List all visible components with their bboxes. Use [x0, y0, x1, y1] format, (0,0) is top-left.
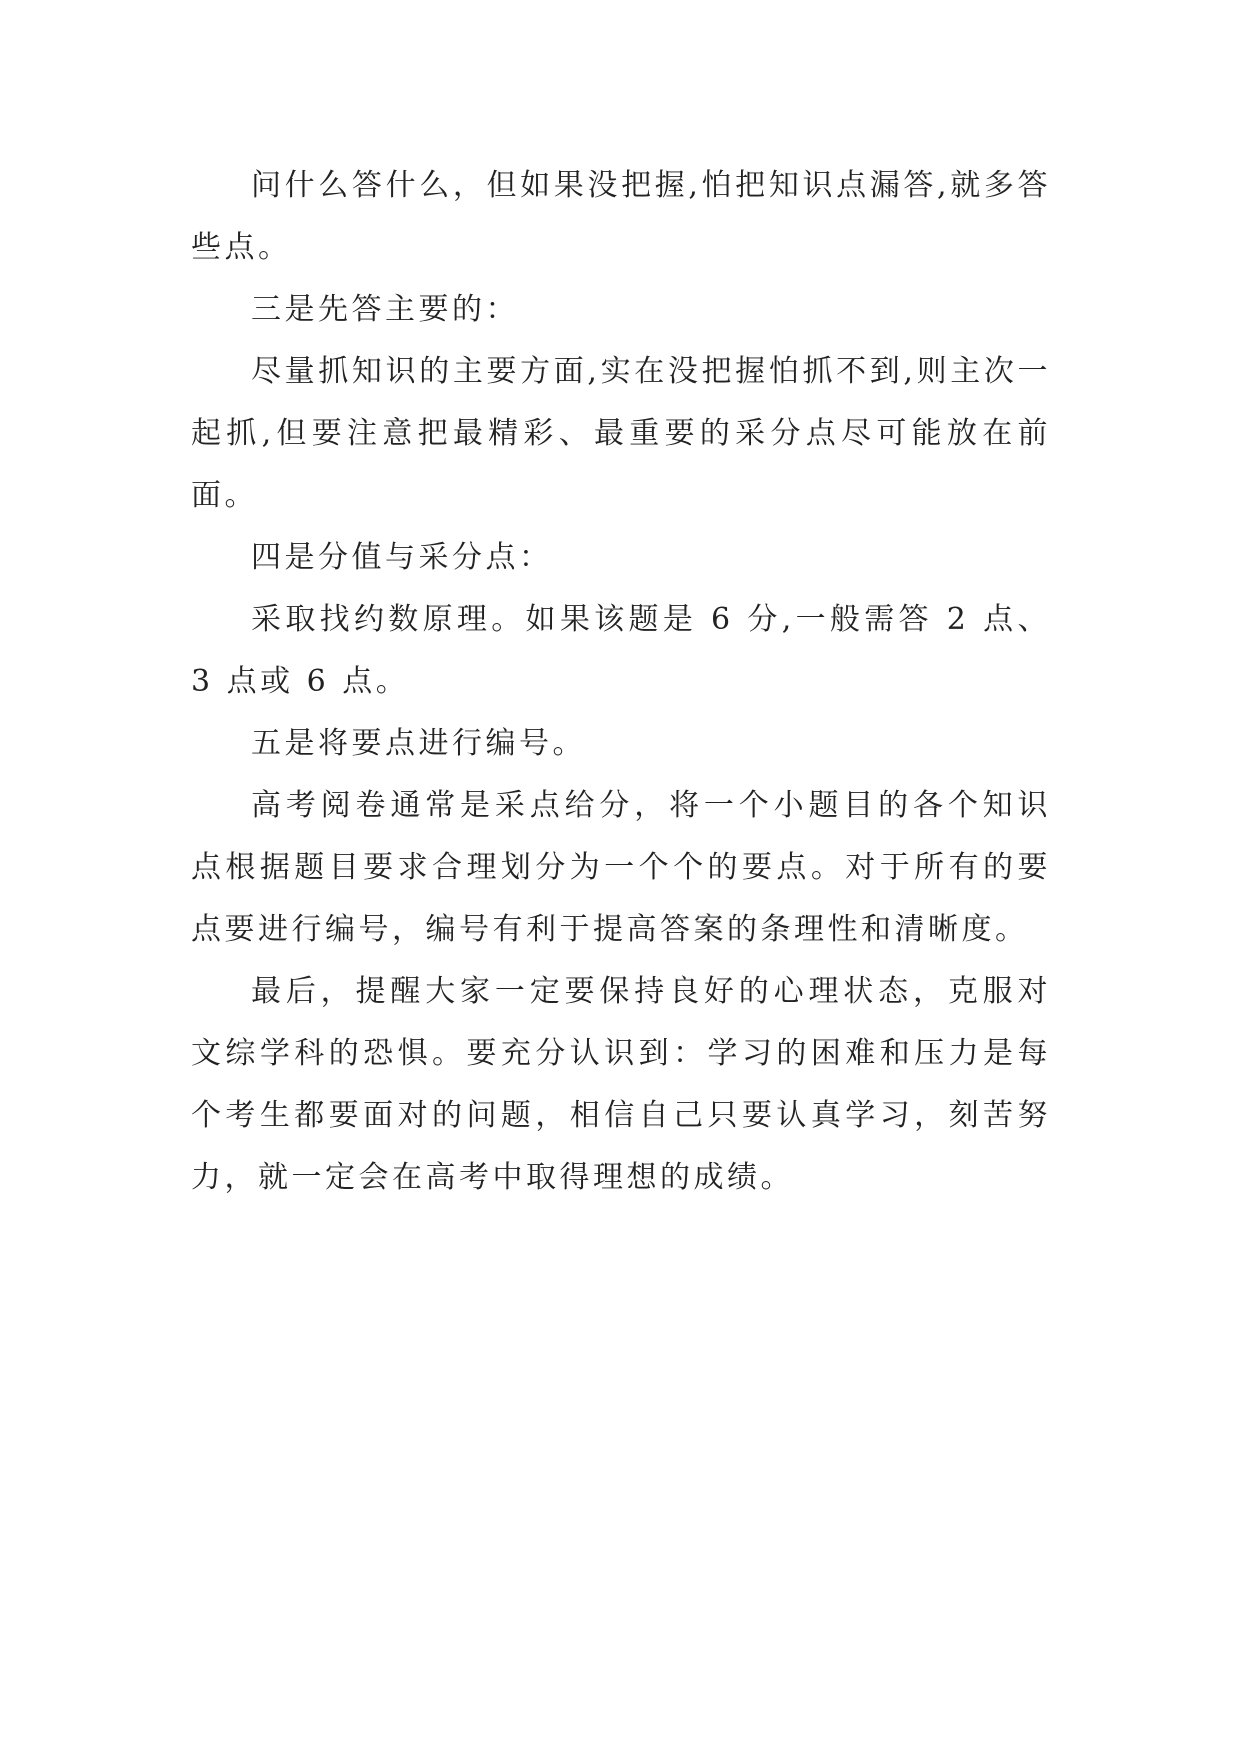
paragraph-answer-strategy: 问什么答什么，但如果没把握,怕把知识点漏答,就多答些点。: [191, 168, 1051, 265]
heading-four-score-points: 四是分值与采分点：: [251, 540, 553, 575]
paragraph-numbering-explained: 高考阅卷通常是采点给分，将一个小题目的各个知识点根据题目要求合理划分为一个个的要点。对于所有的要点要进行编号，编号有利于提高答案的条理性和清晰度。: [191, 788, 1051, 947]
paragraph-closing-advice: 最后，提醒大家一定要保持良好的心理状态，克服对文综学科的恐惧。要充分认识到：学习的困难和压力是每个考生都要面对的问题，相信自己只要认真学习，刻苦努力，就一定会在高考中取得理想的成绩。: [191, 974, 1051, 1195]
heading-three-main-first: 三是先答主要的：: [251, 292, 519, 327]
heading-five-numbering: 五是将要点进行编号。: [251, 726, 586, 761]
paragraph-divisor-principle: 采取找约数原理。如果该题是 6 分,一般需答 2 点、3 点或 6 点。: [191, 602, 1051, 699]
paragraph-main-aspects: 尽量抓知识的主要方面,实在没把握怕抓不到,则主次一起抓,但要注意把最精彩、最重要的采分点尽可能放在前面。: [191, 354, 1051, 513]
document-body: [191, 155, 1051, 1209]
